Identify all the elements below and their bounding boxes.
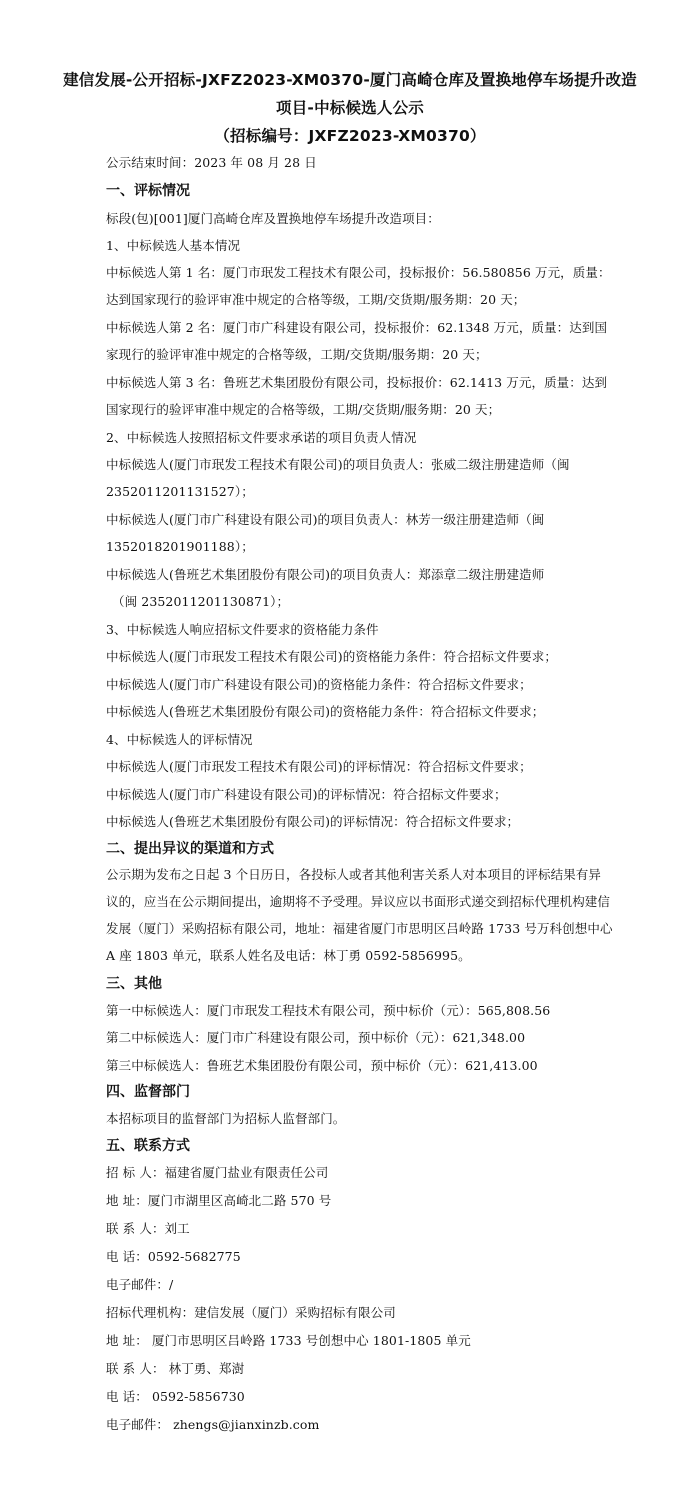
leader-1-line-1: 中标候选人(厦门市珉发工程技术有限公司)的项目负责人：张威二级注册建造师（闽 [106, 457, 570, 472]
subheading-evaluation-result: 4、中标候选人的评标情况 [106, 732, 253, 747]
subheading-qualification: 3、中标候选人响应招标文件要求的资格能力条件 [106, 622, 379, 637]
objection-line-3: 发展（厦门）采购招标有限公司，地址：福建省厦门市思明区吕岭路 1733 号万科创想中心 [106, 921, 613, 936]
evaluation-3: 中标候选人(鲁班艺术集团股份有限公司)的评标情况：符合招标文件要求； [106, 814, 520, 829]
candidate-1-line-1: 中标候选人第 1 名：厦门市珉发工程技术有限公司，投标报价：56.580856 万元，质量： [106, 265, 611, 280]
section-heading-contact: 五、联系方式 [106, 1138, 190, 1154]
supervision-text: 本招标项目的监督部门为招标人监督部门。 [106, 1111, 346, 1126]
bid-price-1: 第一中标候选人：厦门市珉发工程技术有限公司，预中标价（元）：565,808.56 [106, 1003, 551, 1018]
page-title-line-1: 建信发展-公开招标-JXFZ2023-XM0370-厦门高崎仓库及置换地停车场提升改造 [63, 71, 637, 89]
candidate-1-line-2: 达到国家现行的验评审准中规定的合格等级，工期/交货期/服务期：20 天； [106, 292, 526, 307]
subheading-basic-info: 1、中标候选人基本情况 [106, 238, 241, 253]
lot-line: 标段(包)[001]厦门高崎仓库及置换地停车场提升改造项目： [106, 211, 440, 226]
objection-line-2: 议的，应当在公示期间提出，逾期将不予受理。异议应以书面形式递交到招标代理机构建信 [106, 894, 611, 909]
tender-number: （招标编号：JXFZ2023-XM0370） [214, 127, 486, 145]
contact-tenderer-email: 电子邮件：/ [106, 1277, 174, 1292]
contact-agency: 招标代理机构：建信发展（厦门）采购招标有限公司 [106, 1305, 396, 1320]
leader-1-line-2: 2352011201131527）； [106, 484, 254, 499]
qualification-2: 中标候选人(厦门市广科建设有限公司)的资格能力条件：符合招标文件要求； [106, 677, 532, 692]
evaluation-2: 中标候选人(厦门市广科建设有限公司)的评标情况：符合招标文件要求； [106, 787, 507, 802]
bid-price-3: 第三中标候选人：鲁班艺术集团股份有限公司，预中标价（元）：621,413.00 [106, 1058, 538, 1073]
contact-tenderer-address: 地 址：厦门市湖里区高崎北二路 570 号 [106, 1193, 332, 1208]
contact-agency-person: 联 系 人： 林丁勇、郑澍 [106, 1361, 245, 1376]
objection-line-4: A 座 1803 单元，联系人姓名及电话：林丁勇 0592-5856995。 [106, 948, 471, 963]
leader-3-line-2: （闽 2352011201130871）； [112, 594, 290, 609]
page-title-line-2: 项目-中标候选人公示 [276, 99, 424, 117]
contact-agency-email: 电子邮件： zhengs@jianxinzb.com [106, 1417, 320, 1432]
contact-agency-phone: 电 话： 0592-5856730 [106, 1389, 245, 1404]
candidate-3-line-2: 国家现行的验评审准中规定的合格等级，工期/交货期/服务期：20 天； [106, 402, 501, 417]
candidate-3-line-1: 中标候选人第 3 名：鲁班艺术集团股份有限公司，投标报价：62.1413 万元，质量：达到 [106, 375, 608, 390]
candidate-2-line-1: 中标候选人第 2 名：厦门市广科建设有限公司，投标报价：62.1348 万元，质量：达到国 [106, 320, 608, 335]
objection-line-1: 公示期为发布之日起 3 个日历日，各投标人或者其他利害关系人对本项目的评标结果有异 [106, 867, 602, 882]
qualification-3: 中标候选人(鲁班艺术集团股份有限公司)的资格能力条件：符合招标文件要求； [106, 704, 545, 719]
contact-tenderer: 招 标 人：福建省厦门盐业有限责任公司 [106, 1165, 329, 1180]
contact-tenderer-person: 联 系 人：刘工 [106, 1221, 190, 1236]
notice-end-time: 公示结束时间：2023 年 08 月 28 日 [106, 155, 317, 170]
qualification-1: 中标候选人(厦门市珉发工程技术有限公司)的资格能力条件：符合招标文件要求； [106, 649, 557, 664]
section-heading-evaluation: 一、评标情况 [106, 183, 190, 199]
section-heading-supervision: 四、监督部门 [106, 1084, 190, 1100]
bid-price-2: 第二中标候选人：厦门市广科建设有限公司，预中标价（元）：621,348.00 [106, 1030, 526, 1045]
subheading-project-leader: 2、中标候选人按照招标文件要求承诺的项目负责人情况 [106, 430, 417, 445]
contact-agency-address: 地 址： 厦门市思明区吕岭路 1733 号创想中心 1801-1805 单元 [106, 1333, 471, 1348]
leader-2-line-1: 中标候选人(厦门市广科建设有限公司)的项目负责人：林芳一级注册建造师（闽 [106, 512, 545, 527]
leader-2-line-2: 1352018201901188）； [106, 539, 254, 554]
section-heading-other: 三、其他 [106, 976, 162, 992]
section-heading-objection: 二、提出异议的渠道和方式 [106, 841, 274, 857]
candidate-2-line-2: 家现行的验评审准中规定的合格等级，工期/交货期/服务期：20 天； [106, 347, 488, 362]
leader-3-line-1: 中标候选人(鲁班艺术集团股份有限公司)的项目负责人：郑添章二级注册建造师 [106, 567, 545, 582]
contact-tenderer-phone: 电 话：0592-5682775 [106, 1249, 241, 1264]
evaluation-1: 中标候选人(厦门市珉发工程技术有限公司)的评标情况：符合招标文件要求； [106, 759, 532, 774]
